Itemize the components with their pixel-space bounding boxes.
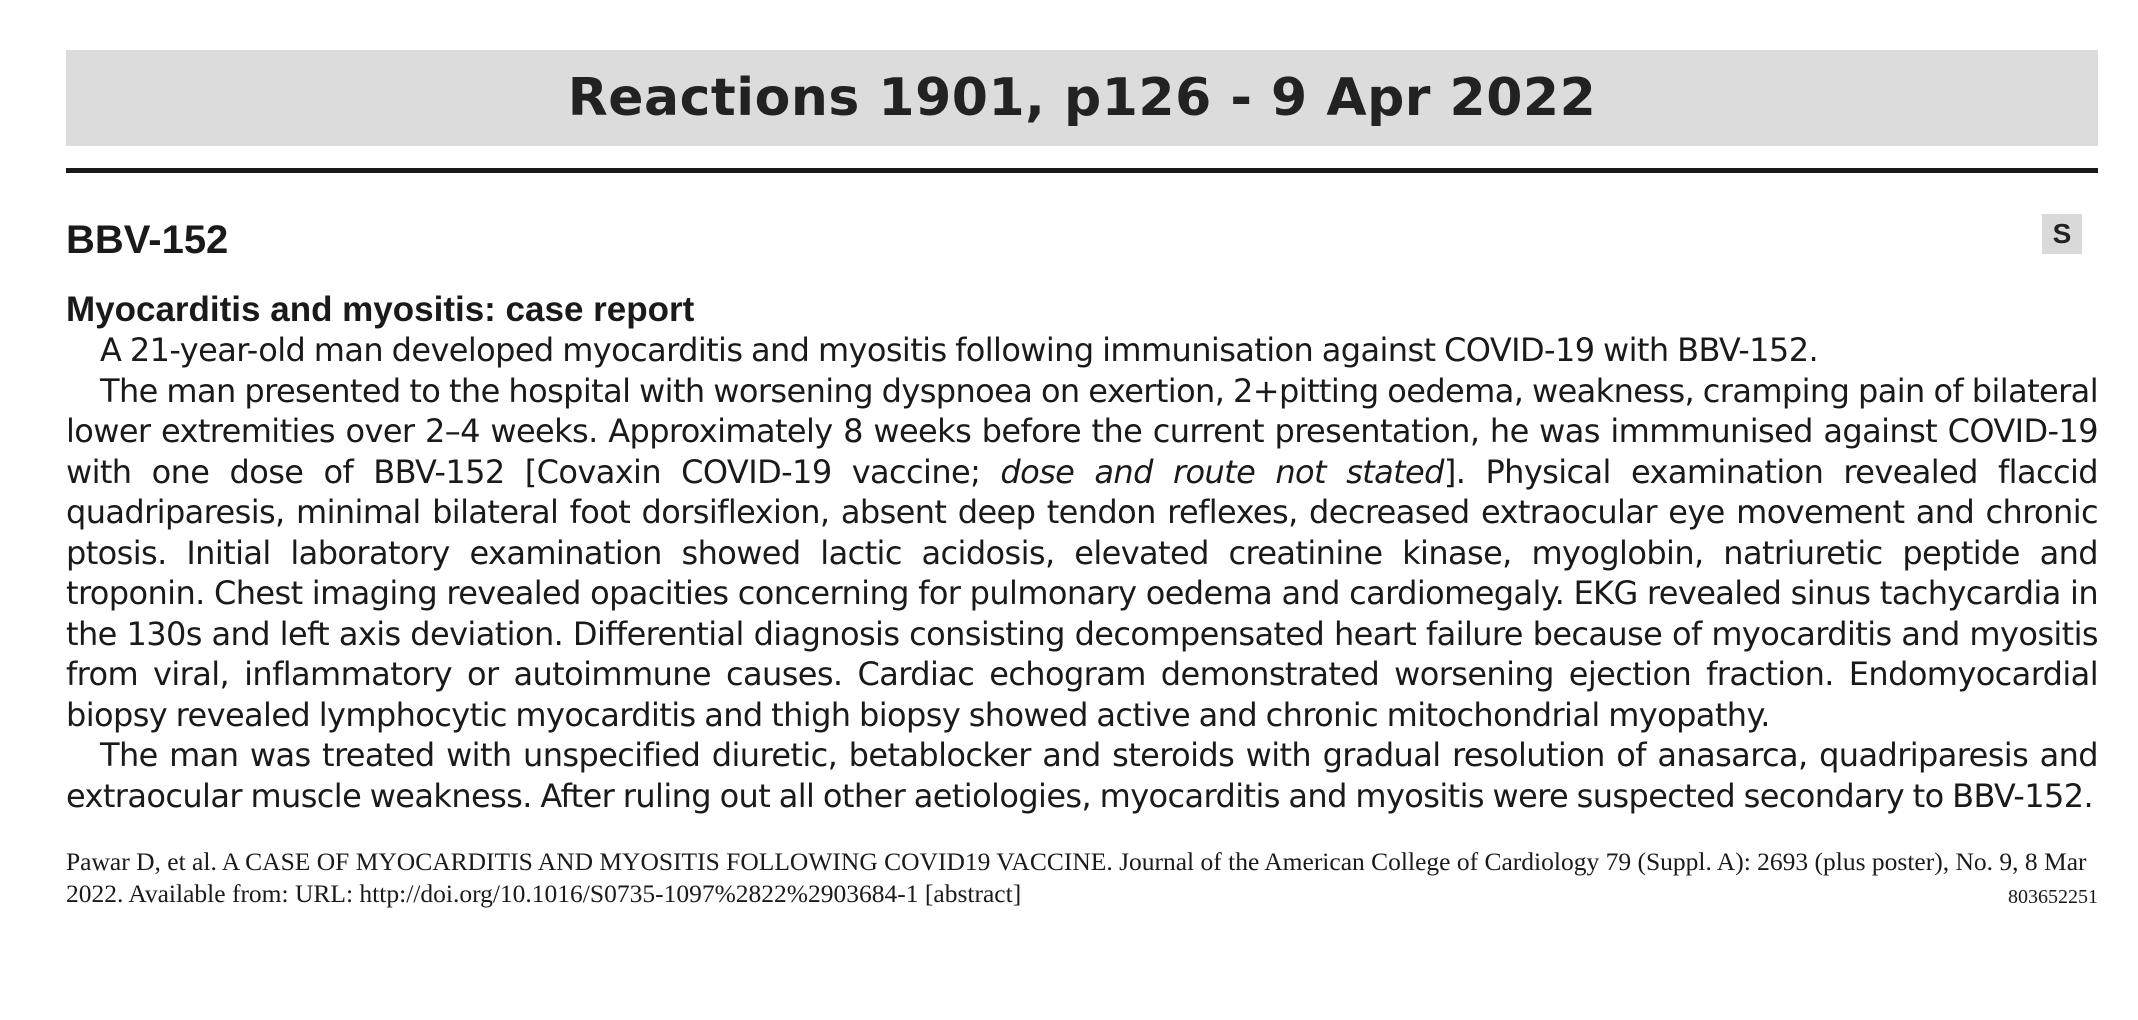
paragraph-treatment: The man was treated with unspecified diuretic, betablocker and steroids with gradual resolution of anasarca, quadriparesis and extraocular muscle weakness. After ruling out all other aetiologies, myocarditis and myositis were suspected secondary to BBV-152. [66, 736, 2098, 815]
header-band [66, 50, 2098, 146]
drug-name: BBV-152 [66, 218, 229, 262]
article-title: Myocarditis and myositis: case report [66, 290, 695, 329]
article-body [66, 330, 2098, 816]
paragraph-presentation-text-1: The man presented to the hospital with worsening dyspnoea on exertion, 2+pitting oedema, weakness, cramping pain of bilateral lower extremities over 2–4 weeks. Approximately 8 weeks before the current presentation, he was immmunised against COVID-19 with one dose of BBV-152 [Covaxin COVID-19 vaccine; [66, 371, 2098, 491]
paragraph-presentation-text-2: ]. Physical examination revealed flaccid quadriparesis, minimal bilateral foot dorsiflexion, absent deep tendon reflexes, decreased extraocular eye movement and chronic ptosis. Initial laboratory examination showed lactic acidosis, elevated creatinine kinase, myoglobin, natriuretic peptide and troponin. Chest imaging revealed opacities concerning for pulmonary oedema and cardiomegaly. EKG revealed sinus tachycardia in the 130s and left axis deviation. Differential diagnosis consisting decompensated heart failure because of myocarditis and myositis from viral, inflammatory or autoimmune causes. Cardiac echogram demonstrated worsening ejection fraction. Endomyocardial biopsy revealed lymphocytic myocarditis and thigh biopsy showed active and chronic mitochondrial myopathy. [66, 452, 2098, 734]
reference-citation: Pawar D, et al. A CASE OF MYOCARDITIS AND MYOSITIS FOLLOWING COVID19 VACCINE. Journal of the American College of Cardiology 79 (Suppl. A): 2693 (plus poster), No. 9, 8 Mar 2022. Available from: URL: http://doi.org/10.1016/S0735-1097%2822%2903684-1 [abstract] [66, 847, 2087, 908]
page-title: Reactions 1901, p126 - 9 Apr 2022 [567, 68, 1597, 128]
serious-badge: S [2042, 214, 2082, 254]
reference-id: 803652251 [2008, 886, 2098, 908]
dose-route-note: dose and route not stated [1000, 452, 1444, 491]
header-divider [66, 168, 2098, 173]
paragraph-presentation [66, 371, 2098, 736]
paragraph-summary: A 21-year-old man developed myocarditis and myositis following immunisation against COVID-19 with BBV-152. [100, 331, 1819, 369]
